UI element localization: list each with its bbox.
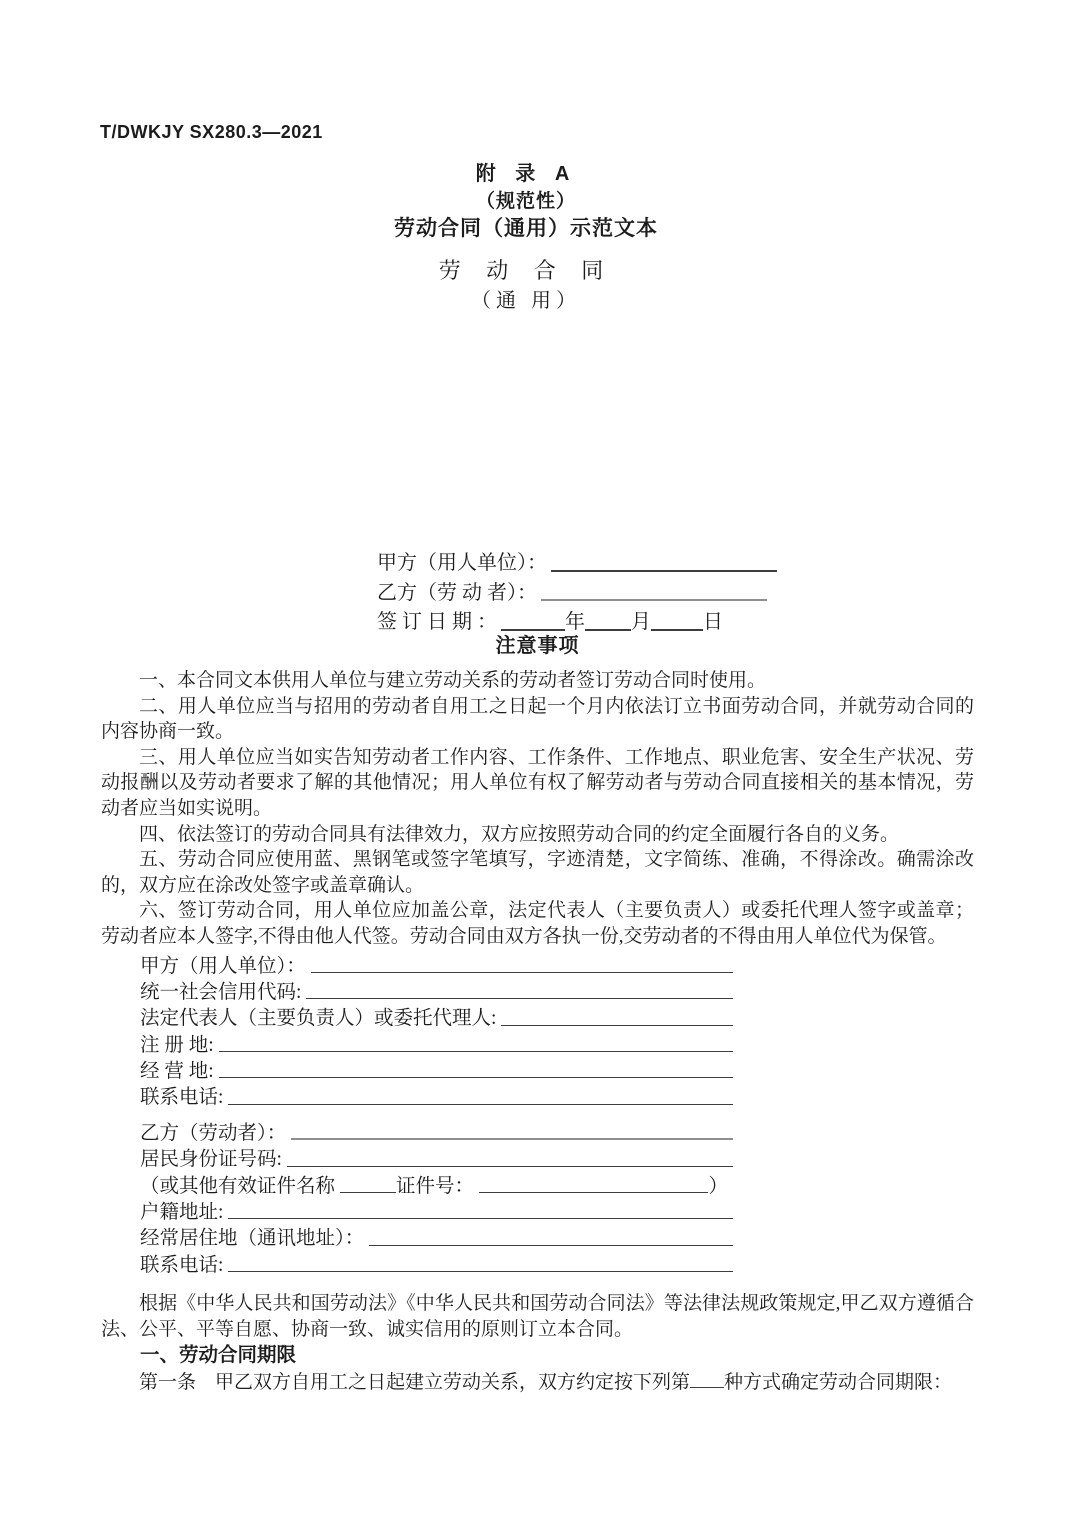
party-b-name-label: 乙方（劳动者）：	[140, 1122, 287, 1144]
household-address-label: 户籍地址:	[140, 1202, 224, 1224]
note-item-3: 三、用人单位应当如实告知劳动者工作内容、工作条件、工作地点、职业危害、安全生产状况、劳动报酬以及劳动者要求了解的其他情况；用人单位有权了解劳动者与劳动合同直接相关的基本情况，劳动者应当如实说明。	[101, 746, 974, 819]
year-fill-in-line[interactable]	[501, 605, 565, 631]
section-1-heading: 一、劳动合同期限	[140, 1344, 297, 1367]
household-address-row	[140, 1196, 733, 1222]
party-a-cover-label: 甲方（用人单位）：	[377, 552, 547, 574]
party-a-fill-in-line[interactable]	[551, 546, 777, 572]
main-text-column	[101, 633, 974, 1396]
other-certificate-row	[140, 1170, 733, 1196]
standard-doc-number: T/DWKJY SX280.3—2021	[100, 122, 323, 142]
note-item-2: 二、用人单位应当与招用的劳动者自用工之日起一个月内依法订立书面劳动合同，并就劳动合同的内容协商一致。	[101, 695, 974, 743]
other-certificate-suffix: ）	[708, 1175, 728, 1197]
day-fill-in-line[interactable]	[651, 605, 703, 631]
note-item-1: 一、本合同文本供用人单位与建立劳动关系的劳动者签订劳动合同时使用。	[139, 670, 767, 691]
term-option-fill-in-line[interactable]	[690, 1368, 724, 1388]
signing-date-row	[377, 605, 777, 635]
party-a-name-row	[140, 950, 733, 976]
article-1-text-after-blank: 种方式确定劳动合同期限：	[724, 1372, 953, 1394]
credit-code-label: 统一社会信用代码:	[140, 981, 302, 1003]
note-item-4: 四、依法签订的劳动合同具有法律效力，双方应按照劳动合同的约定全面履行各自的义务。	[139, 823, 900, 845]
credit-code-line[interactable]	[306, 976, 733, 999]
registered-address-line[interactable]	[219, 1029, 733, 1052]
business-address-label: 经 营 地:	[140, 1061, 214, 1083]
residence-address-label: 经常居住地（通讯地址）：	[140, 1228, 365, 1250]
legal-basis-paragraph: 根据《中华人民共和国劳动法》《中华人民共和国劳动合同法》等法律法规政策规定,甲乙双方遵循合法、公平、平等自愿、协商一致、诚实信用的原则订立本合同。	[101, 1293, 974, 1340]
party-a-phone-label: 联系电话:	[140, 1087, 224, 1109]
business-address-row	[140, 1055, 733, 1081]
article-1-paragraph	[101, 1368, 974, 1396]
cover-fill-in-block	[377, 546, 777, 635]
note-item-6: 六、签订劳动合同，用人单位应加盖公章，法定代表人（主要负责人）或委托代理人签字或盖章；劳动者应本人签字,不得由他人代签。劳动合同由双方各执一份,交劳动者的不得由用人单位代为保管。	[101, 900, 974, 947]
certificate-number-label: 证件号：	[396, 1175, 475, 1197]
certificate-number-line[interactable]	[479, 1170, 708, 1193]
signing-date-label: 签 订 日 期 ：	[377, 611, 497, 633]
legal-representative-row	[140, 1002, 733, 1028]
notes-heading: 注意事项	[495, 635, 580, 657]
party-b-phone-label: 联系电话:	[140, 1254, 224, 1276]
month-label: 月	[631, 611, 651, 633]
party-b-name-line[interactable]	[291, 1117, 733, 1140]
appendix-subtitle: 劳动合同（通用）示范文本	[394, 217, 658, 240]
residence-address-line[interactable]	[369, 1222, 733, 1245]
party-a-cover-row	[377, 546, 777, 576]
party-a-phone-row	[140, 1081, 733, 1107]
residence-address-row	[140, 1222, 733, 1248]
party-b-phone-row	[140, 1249, 733, 1275]
id-number-label: 居民身份证号码:	[140, 1149, 282, 1171]
month-fill-in-line[interactable]	[585, 605, 631, 631]
id-number-row	[140, 1143, 733, 1169]
article-1-text-before-blank: 第一条 甲乙双方自用工之日起建立劳动关系，双方约定按下列第	[139, 1372, 691, 1394]
registered-address-label: 注 册 地:	[140, 1034, 214, 1056]
party-a-name-line[interactable]	[311, 950, 733, 973]
party-a-name-label: 甲方（用人单位）：	[140, 955, 306, 977]
party-a-details-block	[101, 950, 733, 1108]
id-number-line[interactable]	[287, 1143, 733, 1166]
household-address-line[interactable]	[228, 1196, 733, 1219]
other-certificate-prefix: （或其他有效证件名称	[140, 1175, 336, 1197]
party-b-cover-label: 乙方（劳 动 者）：	[377, 581, 537, 604]
appendix-heading-block	[0, 161, 1052, 243]
year-label: 年	[565, 611, 585, 633]
party-b-name-row	[140, 1117, 733, 1143]
contract-subtitle: （通 用）	[471, 290, 581, 312]
legal-representative-line[interactable]	[501, 1002, 733, 1025]
party-b-cover-row	[377, 576, 777, 606]
appendix-title: 附 录 A	[475, 163, 577, 185]
contract-opening-section	[101, 1291, 974, 1396]
party-b-phone-line[interactable]	[228, 1249, 733, 1272]
registered-address-row	[140, 1029, 733, 1055]
business-address-line[interactable]	[219, 1055, 733, 1078]
contract-title: 劳 动 合 同	[438, 258, 614, 283]
day-label: 日	[703, 611, 723, 633]
legal-representative-label: 法定代表人（主要负责人）或委托代理人:	[140, 1008, 497, 1030]
note-item-5: 五、劳动合同应使用蓝、黑钢笔或签字笔填写，字迹清楚，文字简练、准确，不得涂改。确需涂改的，双方应在涂改处签字或盖章确认。	[101, 849, 974, 896]
contract-title-block	[0, 256, 1052, 316]
party-a-phone-line[interactable]	[228, 1081, 733, 1104]
party-b-details-block	[101, 1117, 733, 1275]
credit-code-row	[140, 976, 733, 1002]
appendix-normative-label: （规范性）	[475, 191, 576, 212]
party-b-fill-in-line[interactable]	[541, 576, 767, 602]
certificate-name-line[interactable]	[340, 1170, 396, 1193]
